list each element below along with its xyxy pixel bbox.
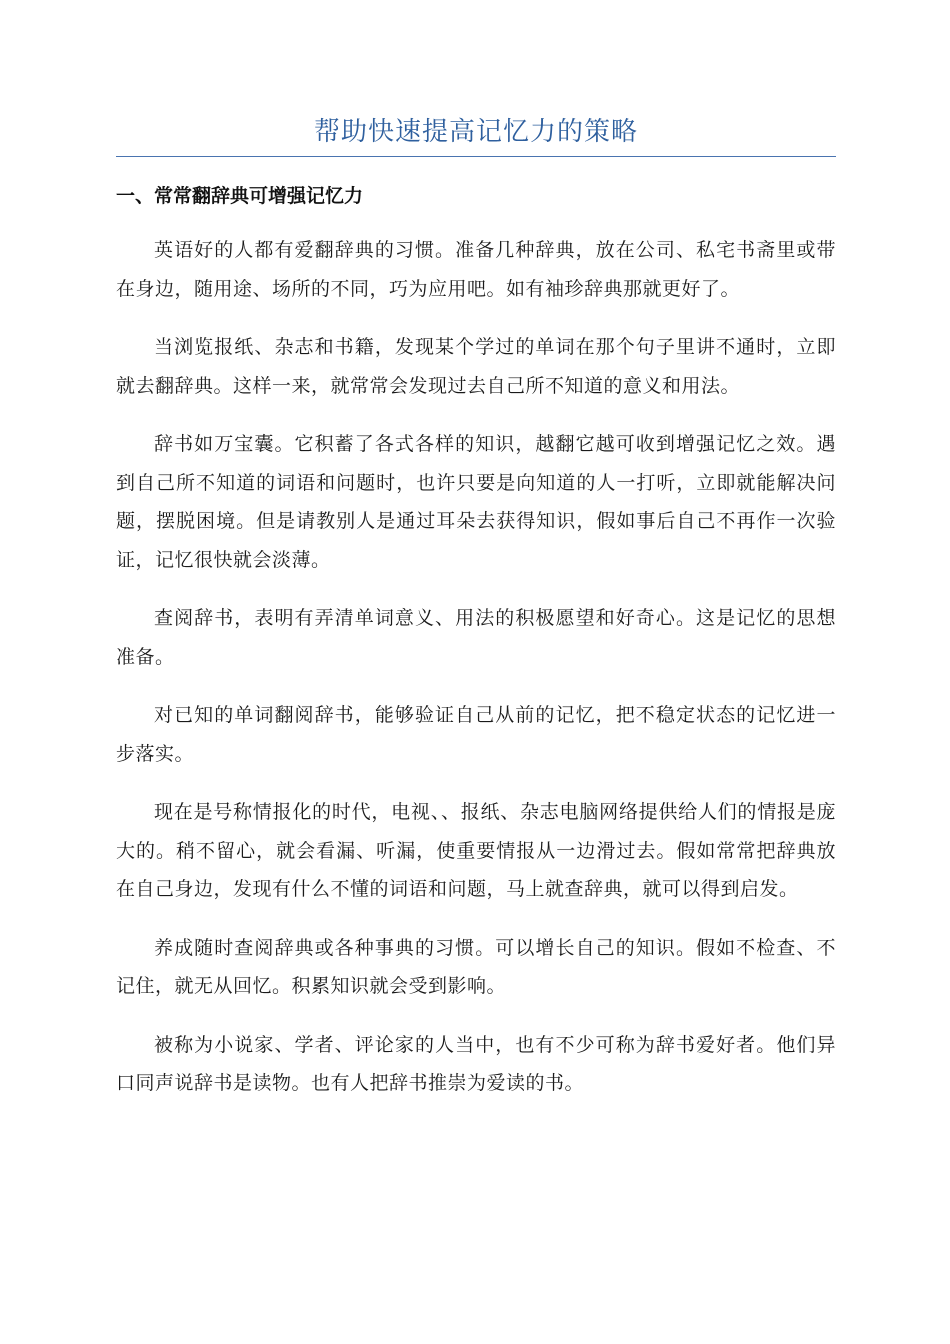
paragraph-4: 查阅辞书，表明有弄清单词意义、用法的积极愿望和好奇心。这是记忆的思想准备。 [116, 607, 836, 668]
paragraph-6: 现在是号称情报化的时代，电视、、报纸、杂志电脑网络提供给人们的情报是庞大的。稍不留心，就会看漏、听漏，使重要情报从一边滑过去。假如常常把辞典放在自己身边，发现有什么不懂的词语和问题，马上就查辞典，就可以得到启发。 [116, 801, 836, 900]
paragraph-5: 对已知的单词翻阅辞书，能够验证自己从前的记忆，把不稳定状态的记忆进一步落实。 [116, 704, 836, 765]
paragraph-1: 英语好的人都有爱翻辞典的习惯。准备几种辞典，放在公司、私宅书斋里或带在身边，随用途、场所的不同，巧为应用吧。如有袖珍辞典那就更好了。 [116, 239, 836, 300]
document-title: 帮助快速提高记忆力的策略 [116, 112, 836, 157]
document-page [116, 112, 836, 1103]
section-heading: 一、常常翻辞典可增强记忆力 [116, 185, 364, 207]
paragraph-8: 被称为小说家、学者、评论家的人当中，也有不少可称为辞书爱好者。他们异口同声说辞书是读物。也有人把辞书推崇为爱读的书。 [116, 1033, 836, 1094]
paragraph-2: 当浏览报纸、杂志和书籍，发现某个学过的单词在那个句子里讲不通时，立即就去翻辞典。这样一来，就常常会发现过去自己所不知道的意义和用法。 [116, 336, 836, 397]
paragraph-7: 养成随时查阅辞典或各种事典的习惯。可以增长自己的知识。假如不检查、不记住，就无从回忆。积累知识就会受到影响。 [116, 936, 836, 997]
paragraph-3: 辞书如万宝囊。它积蓄了各式各样的知识，越翻它越可收到增强记忆之效。遇到自己所不知道的词语和问题时，也许只要是向知道的人一打听，立即就能解决问题，摆脱困境。但是请教别人是通过耳朵去获得知识，假如事后自己不再作一次验证，记忆很快就会淡薄。 [116, 433, 836, 571]
